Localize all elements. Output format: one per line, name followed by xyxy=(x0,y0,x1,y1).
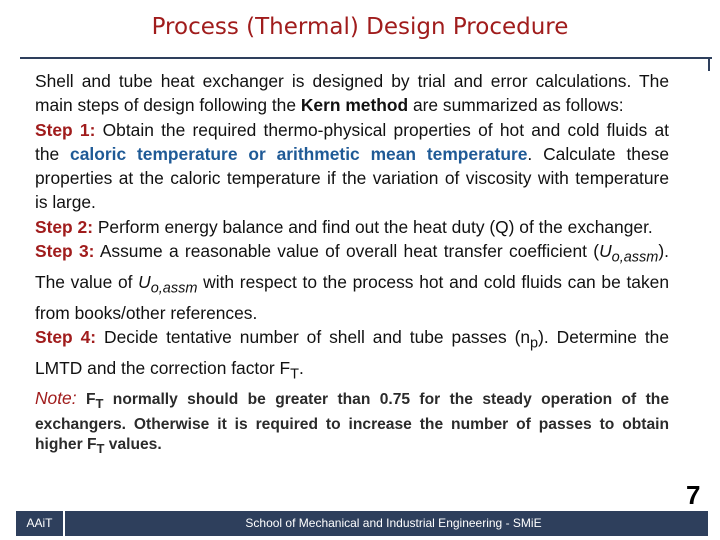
ft-subscript: T xyxy=(290,366,300,383)
note-text-a: normally should be greater than 0.75 for the steady operation of the exchangers. Otherwise it is required to increase the number of passes to obtain higher F xyxy=(35,391,670,453)
step-4 xyxy=(35,325,669,387)
step-2 xyxy=(35,215,669,239)
note-ft: F xyxy=(76,391,96,409)
step-4-text-c: . xyxy=(299,357,304,378)
step-3-text-a: Assume a reasonable value of overall heat transfer coefficient ( xyxy=(94,241,600,262)
step-1-label: Step 1: xyxy=(35,119,96,140)
slide-body xyxy=(35,69,669,459)
step-1-text-b: . Calculate these properties at the caloric temperature if the variation of viscosity with temperature is large. xyxy=(35,143,669,213)
u-subscript: o,assm xyxy=(611,249,659,266)
step-2-label: Step 2: xyxy=(35,216,93,237)
u-symbol-2: U xyxy=(138,271,151,292)
u-subscript-2: o,assm xyxy=(150,280,198,297)
page-number: 7 xyxy=(686,480,701,510)
step-3-text-b: ). The value of xyxy=(35,241,669,292)
note-ft-subscript: T xyxy=(95,396,104,412)
step-3 xyxy=(35,239,669,325)
step-4-text-a: Decide tentative number of shell and tube passes (n xyxy=(96,326,531,347)
title-underline-cap xyxy=(708,57,710,71)
intro-text-a: Shell and tube heat exchanger is designed by trial and error calculations. The main steps of design following the xyxy=(35,71,669,116)
step-3-text-c: with respect to the process hot and cold fluids can be taken from books/other references. xyxy=(35,271,670,323)
footer-school: School of Mechanical and Industrial Engineering - SMiE xyxy=(245,516,542,530)
note-paragraph xyxy=(35,388,669,458)
u-symbol: U xyxy=(599,241,612,262)
title-underline xyxy=(20,57,712,59)
step-4-label: Step 4: xyxy=(35,326,97,347)
note-label: Note: xyxy=(35,388,77,409)
step-1-highlight: caloric temperature or arithmetic mean temperature xyxy=(70,143,528,164)
slide-title: Process (Thermal) Design Procedure xyxy=(151,14,569,40)
intro-text-b: are summarized as follows: xyxy=(408,95,624,116)
step-4-text-b: ). Determine the LMTD and the correction factor F xyxy=(35,326,669,378)
step-2-text: Perform energy balance and find out the heat duty (Q) of the exchanger. xyxy=(92,216,653,237)
np-subscript: p xyxy=(530,335,539,352)
step-3-label: Step 3: xyxy=(35,241,95,262)
kern-method: Kern method xyxy=(300,95,409,116)
step-1 xyxy=(35,118,669,215)
note-ft-subscript-2: T xyxy=(96,440,105,456)
note-text-b: values. xyxy=(104,435,162,453)
footer-institution: AAiT xyxy=(16,511,65,536)
intro-paragraph xyxy=(35,69,669,118)
footer-bar xyxy=(16,511,708,536)
step-1-text-a: Obtain the required thermo-physical properties of hot and cold fluids at the xyxy=(35,119,669,164)
